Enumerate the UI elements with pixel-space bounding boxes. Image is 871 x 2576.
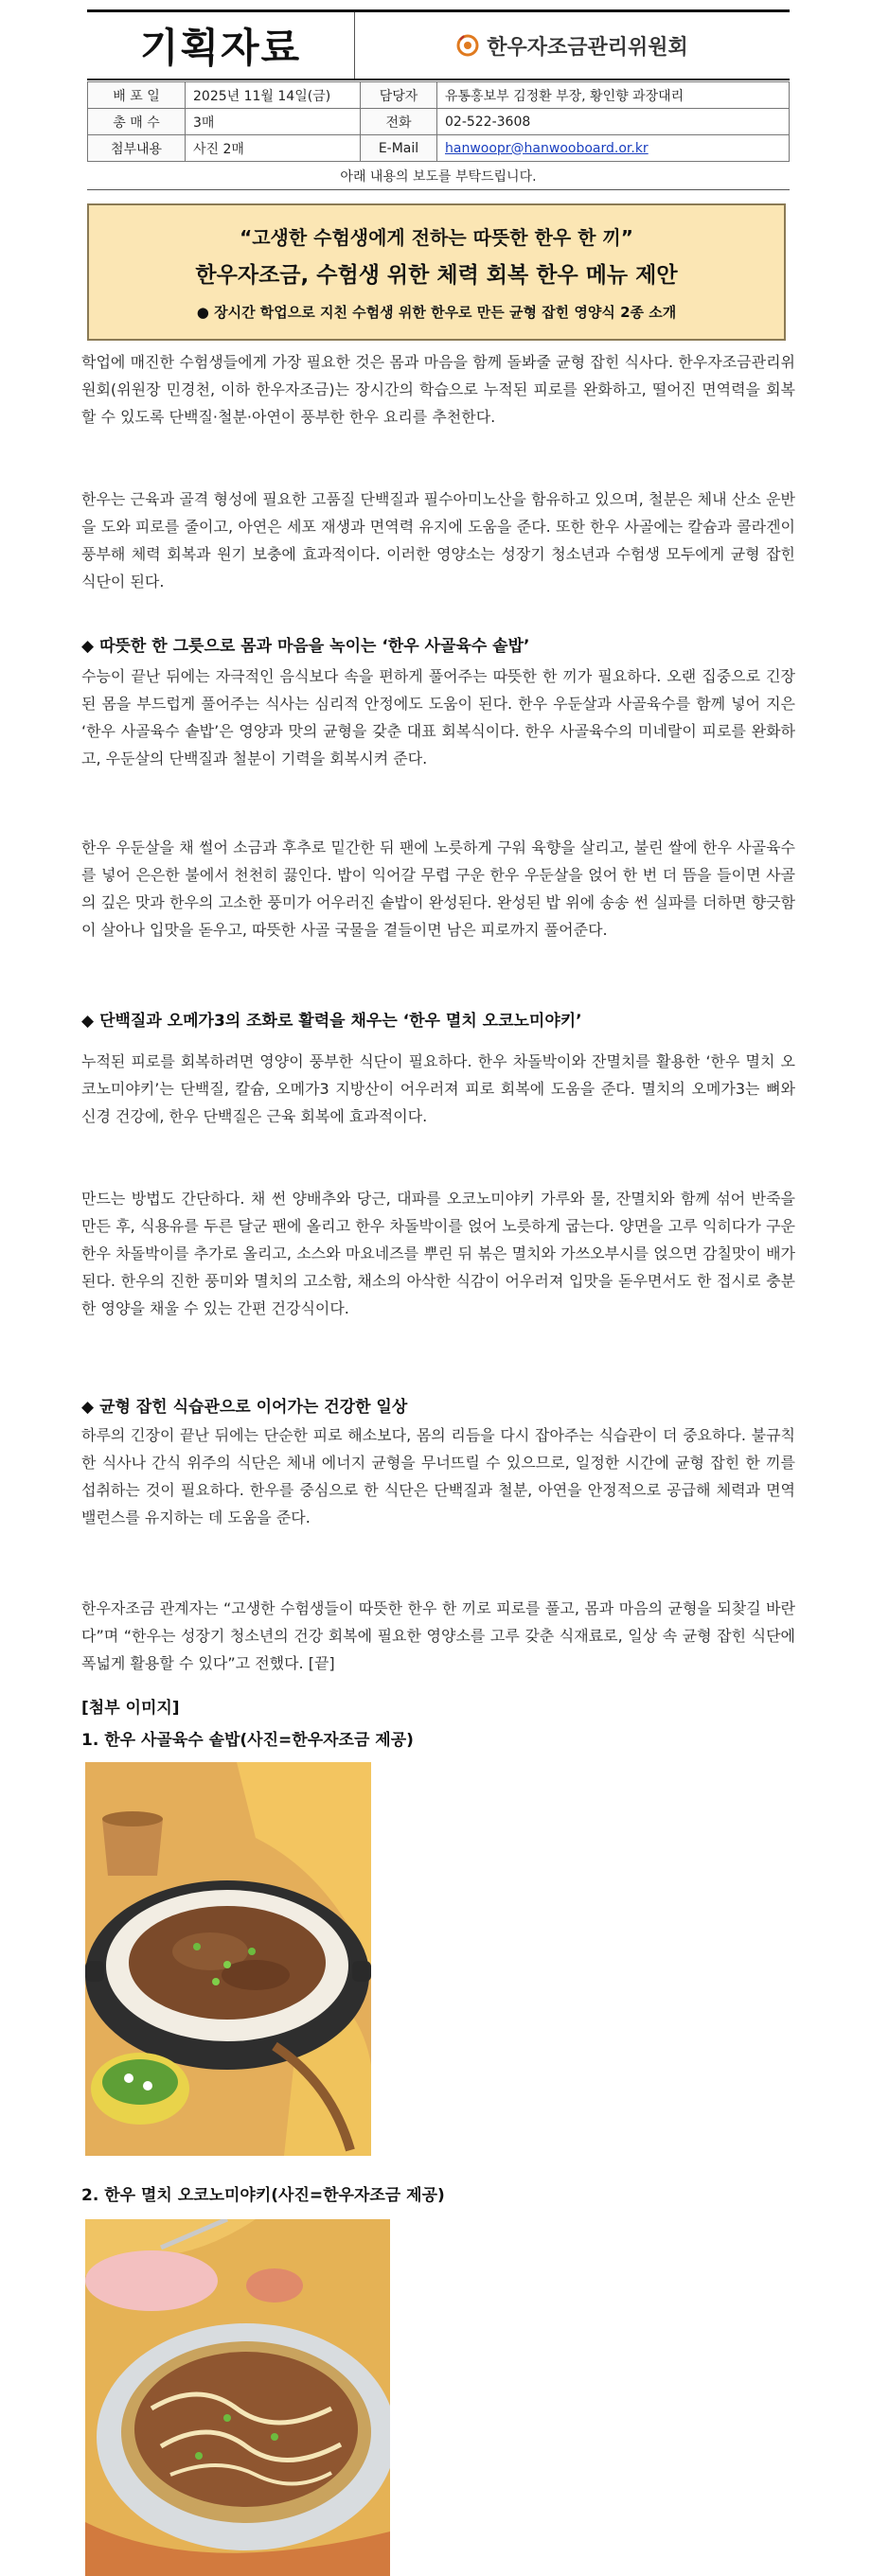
- release-info-table: [87, 81, 790, 162]
- table-row: [88, 82, 790, 109]
- body-paragraph-8: 한우자조금 관계자는 “고생한 수험생들이 따뜻한 한우 한 끼로 피로를 풀고, 몸과 마음의 균형을 되찾길 바란다”며 “한우는 성장기 청소년의 건강 회복에 필요한 영양소를 고루 갖춘 식재료로, 일상 속 균형 잡힌 식단에 폭넓게 활용할 수 있다”고 전했다. [끝]: [81, 1599, 795, 1672]
- photo-hanwoo-okonomiyaki: [85, 2219, 390, 2576]
- contact-value: 유통홍보부 김정환 부장, 황인향 과장대리: [437, 82, 790, 109]
- document-title: 기획자료: [87, 12, 355, 79]
- okonomiyaki-illustration: [85, 2219, 390, 2576]
- body-paragraph-3: 수능이 끝난 뒤에는 자극적인 음식보다 속을 편하게 풀어주는 따뜻한 한 끼가 필요하다. 오랜 집중으로 긴장된 몸을 부드럽게 풀어주는 식사는 심리적 안정에도 도움이 된다. 한우 우둔살과 사골육수를 함께 넣어 지은 ‘한우 사골육수 솥밥’은 영양과 맛의 균형을 갖춘 대표 회복식이다. 한우 사골육수의 미네랄이 피로를 완화하고, 우둔살의 단백질과 철분이 기력을 회복시켜 준다.: [81, 667, 795, 768]
- headline-subtitle: “고생한 수험생에게 전하는 따뜻한 한우 한 끼”: [240, 226, 633, 249]
- body-paragraph-2: 한우는 근육과 골격 형성에 필요한 고품질 단백질과 필수아미노산을 함유하고 있으며, 철분은 체내 산소 운반을 도와 피로를 줄이고, 아연은 세포 재생과 면역력 유지에 도움을 준다. 또한 한우 사골에는 칼슘과 콜라겐이 풍부해 체력 회복과 원기 보충에 효과적이다. 이러한 영양소는 성장기 청소년과 수험생 모두에게 균형 잡힌 식단이 된다.: [81, 490, 795, 591]
- email-link[interactable]: hanwoopr@hanwooboard.or.kr: [445, 140, 649, 156]
- hanwoo-logo-icon: [456, 34, 479, 57]
- photo-caption-2: 2. 한우 멸치 오코노미야키(사진=한우자조금 제공): [81, 2186, 445, 2205]
- body-paragraph-7: 하루의 긴장이 끝난 뒤에는 단순한 피로 해소보다, 몸의 리듬을 다시 잡아주는 식습관이 더 중요하다. 불규칙한 식사나 간식 위주의 식단은 체내 에너지 균형을 무너뜨릴 수 있으므로, 일정한 시간에 균형 잡힌 한 끼를 섭취하는 것이 필요하다. 한우를 중심으로 한 식단은 단백질과 철분, 아연을 안정적으로 공급해 체력과 면역 밸런스를 유지하는 데 도움을 준다.: [81, 1426, 795, 1526]
- table-row: [88, 135, 790, 162]
- headline-title: 한우자조금, 수험생 위한 체력 회복 한우 메뉴 제안: [195, 263, 678, 288]
- headline-box: [87, 203, 786, 341]
- email-label: E-Mail: [361, 135, 437, 162]
- diamond-bullet-icon: ◆: [81, 1398, 95, 1417]
- diamond-bullet-icon: ◆: [81, 637, 95, 656]
- distribution-date-label: 배 포 일: [88, 82, 186, 109]
- photo-caption-1: 1. 한우 사골육수 솥밥(사진=한우자조금 제공): [81, 1731, 414, 1750]
- attachment-value: 사진 2매: [186, 135, 361, 162]
- phone-label: 전화: [361, 109, 437, 135]
- section-heading-text: 균형 잡힌 식습관으로 이어가는 건강한 일상: [99, 1398, 408, 1417]
- org-logo: [355, 12, 790, 79]
- body-paragraph-5: 누적된 피로를 회복하려면 영양이 풍부한 식단이 필요하다. 한우 차돌박이와 잔멸치를 활용한 ‘한우 멸치 오코노미야키’는 단백질, 칼슘, 오메가3 지방산이 어우러져 피로 회복에 도움을 준다. 멸치의 오메가3는 뼈와 신경 건강에, 한우 단백질은 근육 회복에 효과적이다.: [81, 1052, 795, 1125]
- section-heading-2: [81, 1007, 795, 1031]
- section-heading-3: [81, 1393, 795, 1417]
- org-logo-text: 한우자조금관리위원회: [487, 35, 688, 60]
- distribution-date-value: 2025년 11월 14일(금): [186, 82, 361, 109]
- publication-request: 아래 내용의 보도를 부탁드립니다.: [87, 167, 790, 190]
- photo-hanwoo-sotbap: [85, 1762, 371, 2156]
- phone-value: 02-522-3608: [437, 109, 790, 135]
- pages-value: 3매: [186, 109, 361, 135]
- attachment-label: 첨부내용: [88, 135, 186, 162]
- section-heading-text: 따뜻한 한 그릇으로 몸과 마음을 녹이는 ‘한우 사골육수 솥밥’: [99, 637, 530, 656]
- body-paragraph-1: 학업에 매진한 수험생들에게 가장 필요한 것은 몸과 마음을 함께 돌봐줄 균형 잡힌 식사다. 한우자조금관리위원회(위원장 민경천, 이하 한우자조금)는 장시간의 학습으로 누적된 피로를 완화하고, 떨어진 면역력을 회복할 수 있도록 단백질·철분·아연이 풍부한 한우 요리를 추천한다.: [81, 353, 795, 426]
- body-paragraph-4: 한우 우둔살을 채 썰어 소금과 후추로 밑간한 뒤 팬에 노릇하게 구워 육향을 살리고, 불린 쌀에 한우 사골육수를 넣어 은은한 불에서 천천히 끓인다. 밥이 익어갈 무렵 구운 한우 우둔살을 얹어 한 번 더 뜸을 들이면 사골의 깊은 맛과 한우의 고소한 풍미가 어우러진 솥밥이 완성된다. 완성된 밥 위에 송송 썬 실파를 더하면 향긋함이 살아나 입맛을 돋우고, 따뜻한 사골 국물을 곁들이면 남은 피로까지 풀어준다.: [81, 838, 795, 939]
- sotbap-illustration: [85, 1762, 371, 2156]
- attachment-heading: [첨부 이미지]: [81, 1699, 180, 1718]
- contact-label: 담당자: [361, 82, 437, 109]
- diamond-bullet-icon: ◆: [81, 1012, 95, 1031]
- section-heading-text: 단백질과 오메가3의 조화로 활력을 채우는 ‘한우 멸치 오코노미야키’: [99, 1012, 582, 1031]
- document-header: [87, 9, 790, 80]
- pages-label: 총 매 수: [88, 109, 186, 135]
- body-paragraph-6: 만드는 방법도 간단하다. 채 썬 양배추와 당근, 대파를 오코노미야키 가루와 물, 잔멸치와 함께 섞어 반죽을 만든 후, 식용유를 두른 달군 팬에 올리고 한우 차돌박이를 얹어 노릇하게 굽는다. 양면을 고루 익히다가 구운 한우 차돌박이를 추가로 올리고, 소스와 마요네즈를 뿌린 뒤 볶은 멸치와 가쓰오부시를 얹으면 감칠맛이 배가된다. 한우의 진한 풍미와 멸치의 고소함, 채소의 아삭한 식감이 어우러져 입맛을 돋우면서도 한 접시로 충분한 영양을 채울 수 있는 간편 건강식이다.: [81, 1190, 795, 1317]
- table-row: [88, 109, 790, 135]
- section-heading-1: [81, 632, 795, 656]
- headline-bullet: ● 장시간 학업으로 지친 수험생 위한 한우로 만든 균형 잡힌 영양식 2종 소개: [196, 304, 677, 321]
